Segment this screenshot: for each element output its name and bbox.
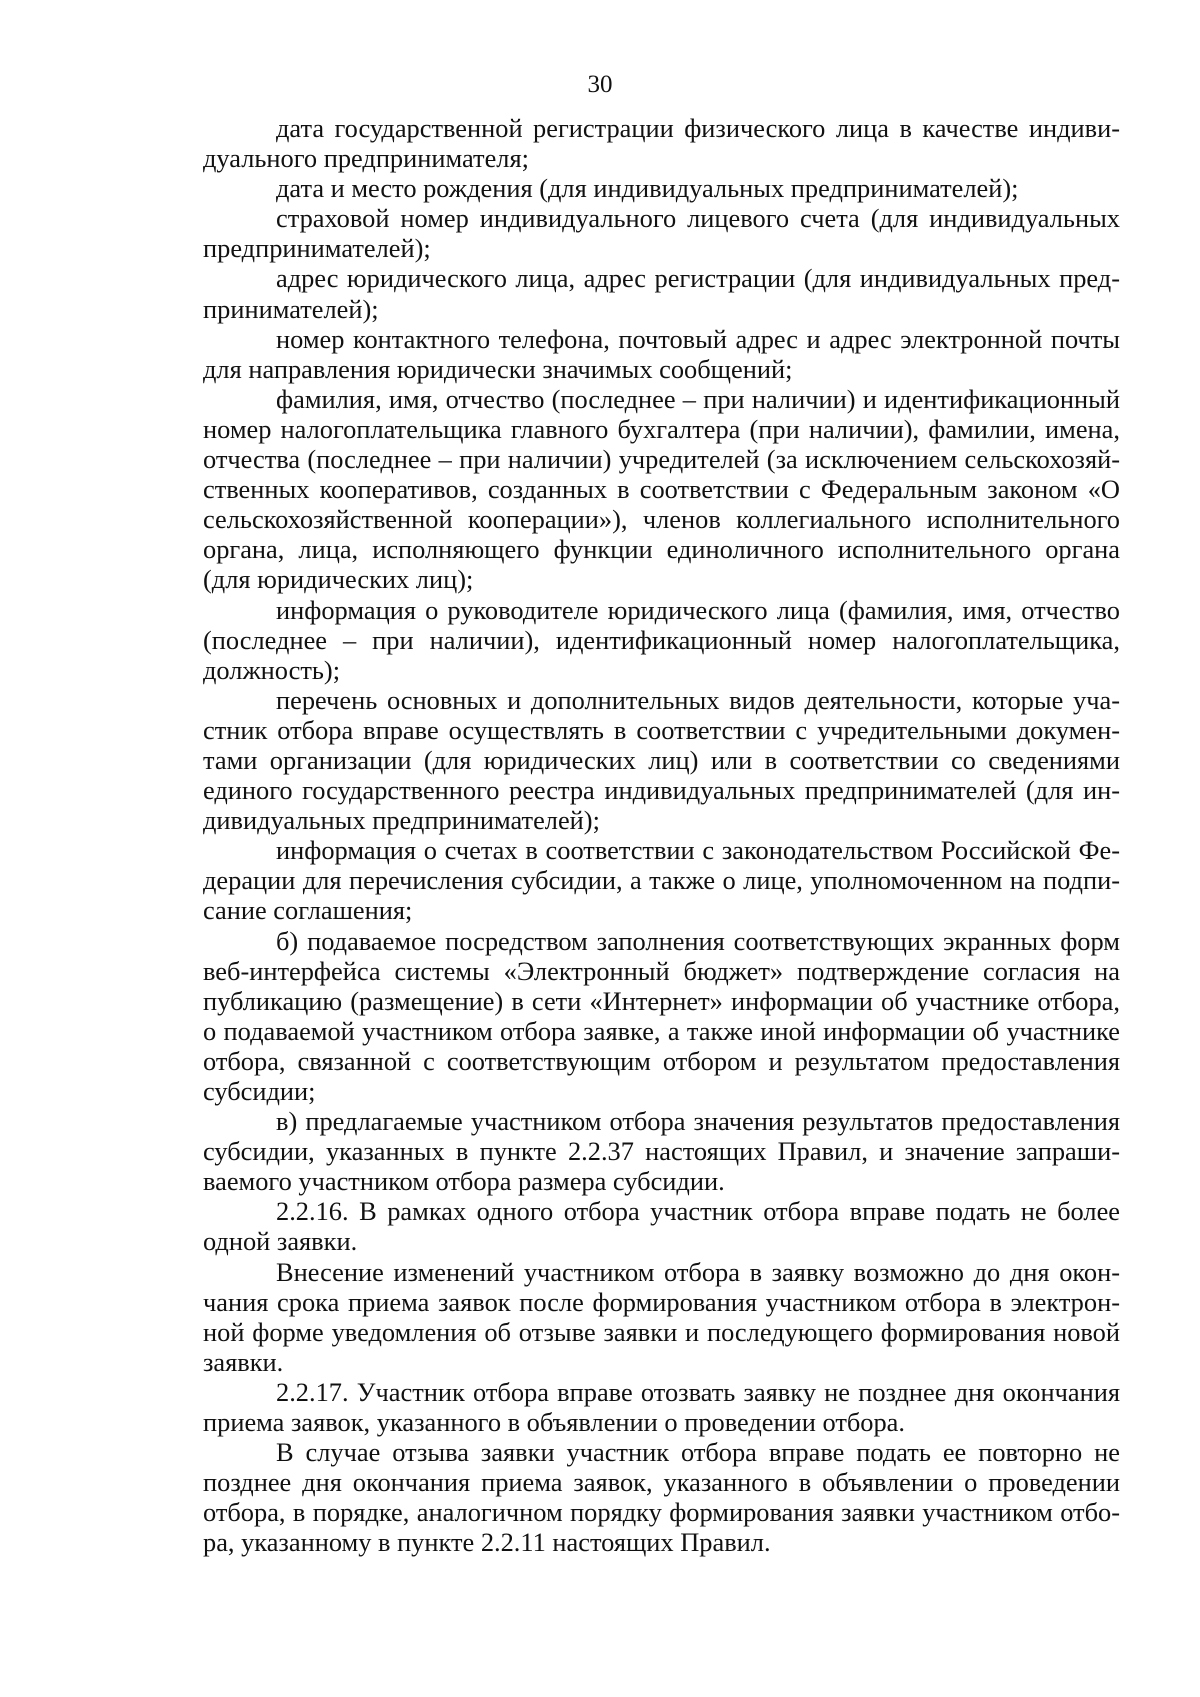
- paragraph-clause-2-2-17: 2.2.17. Участник отбора вправе отозвать заявку не позднее дня окончания приема заявок, указанного в объявлении о проведении отбора.: [203, 1376, 1120, 1438]
- paragraph-contact-details: номер контактного телефона, почтовый адрес и адрес электронной почты для направления юридически значимых сообщений;: [203, 323, 1120, 384]
- paragraph-activity-types: перечень основных и дополнительных видов деятельности, которые участник отбора вправе осуществлять в соответствии с учредительными документами организации (для юридических лиц) или в соответствии со сведениями единого государственного реестра индивидуальных предпринимателей (для индивидуальных предпринимателей);: [203, 684, 1120, 836]
- paragraph-publication-consent: б) подаваемое посредством заполнения соответствующих экранных форм веб-интерфейса системы «Электронный бюджет» подтверждение согласия на публикацию (размещение) в сети «Интернет» информации об участнике отбора, о подаваемой участником отбора заявке, а также иной информации об участнике отбора, связанной с соответствующим отбором и результатом предоставления субсидии;: [203, 925, 1120, 1106]
- paragraph-bank-accounts: информация о счетах в соответствии с законодательством Российской Федерации для перечисления субсидии, а также о лице, уполномоченном на подписание соглашения;: [203, 835, 1120, 926]
- paragraph-accountant-founders: фамилия, имя, отчество (последнее – при наличии) и идентификационный номер налогоплательщика главного бухгалтера (при наличии), фамилии, имена, отчества (последнее – при наличии) учредителей (за исключением сельскохозяйственных кооперативов, созданных в соответствии с Федеральным законом «О сельскохозяйственной кооперации»), членов коллегиального исполнительного органа, лица, исполняющего функции единоличного исполнительного органа (для юридических лиц);: [203, 383, 1120, 595]
- paragraph-clause-2-2-16: 2.2.16. В рамках одного отбора участник отбора вправе подать не более одной заявки.: [203, 1196, 1120, 1257]
- paragraph-insurance-number: страховой номер индивидуального лицевого счета (для индивидуальных предпринимателей);: [203, 203, 1120, 264]
- paragraph-birth-date-place: дата и место рождения (для индивидуальных предпринимателей);: [276, 173, 1019, 204]
- document-body: [203, 113, 1120, 1558]
- paragraph-application-changes: Внесение изменений участником отбора в заявку возможно до дня окончания срока приема заявок после формирования участником отбора в электронной форме уведомления об отзыве заявки и последующего формирования новой заявки.: [203, 1256, 1120, 1377]
- paragraph-proposed-results: в) предлагаемые участником отбора значения результатов предоставления субсидии, указанных в пункте 2.2.37 настоящих Правил, и значение запрашиваемого участником отбора размера субсидии.: [203, 1106, 1120, 1197]
- paragraph-legal-address: адрес юридического лица, адрес регистрации (для индивидуальных предпринимателей);: [203, 263, 1120, 324]
- paragraph-resubmission: В случае отзыва заявки участник отбора вправе подать ее повторно не позднее дня окончания приема заявок, указанного в объявлении о проведении отбора, в порядке, аналогичном порядку формирования заявки участником отбора, указанному в пункте 2.2.11 настоящих Правил.: [203, 1437, 1120, 1558]
- paragraph-registration-date: дата государственной регистрации физического лица в качестве индивидуального предпринимателя;: [203, 113, 1120, 174]
- page-number: 30: [587, 71, 613, 98]
- paragraph-manager-info: информация о руководителе юридического лица (фамилия, имя, отчество (последнее – при наличии), идентификационный номер налогоплательщика, должность);: [203, 594, 1120, 685]
